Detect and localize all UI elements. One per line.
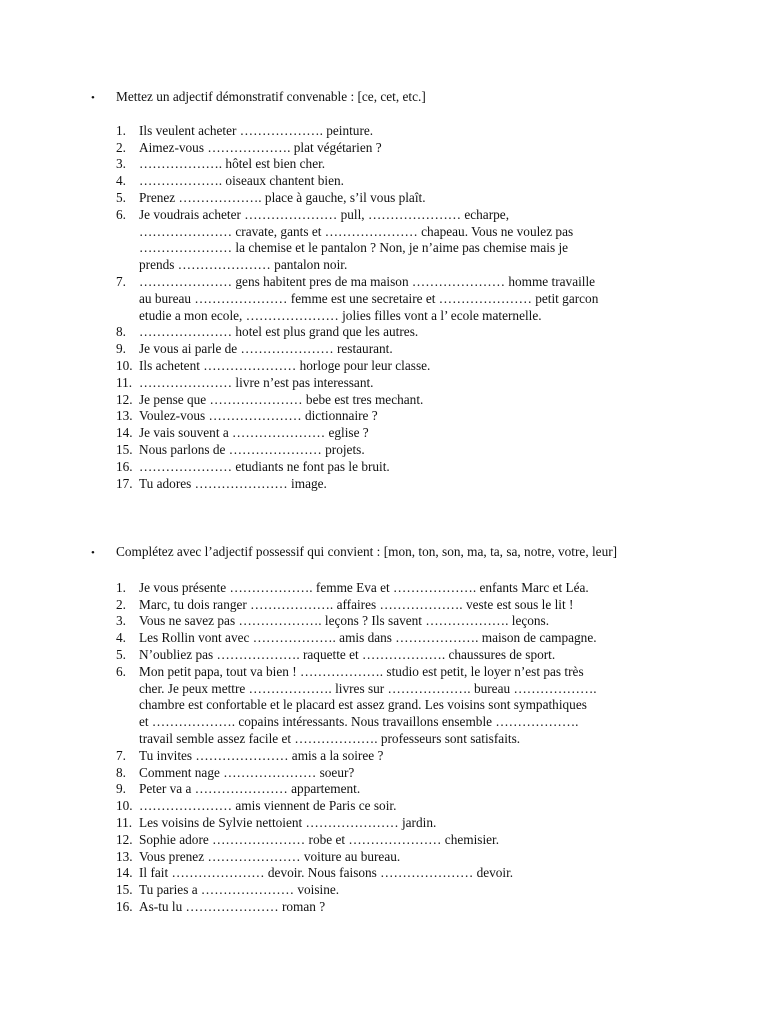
item-text: Ils achetent ………………… horloge pour leur classe. bbox=[139, 357, 431, 373]
list-item bbox=[0, 341, 768, 358]
list-item bbox=[0, 442, 768, 459]
list-item bbox=[0, 882, 768, 899]
item-number: 12. bbox=[116, 391, 133, 407]
item-text: Je voudrais acheter ………………… pull, ………………… echarpe, ………………… cravate, gants et ………………… chapeau. Vous ne voulez pas ………………… la chemise et le pantalon ? Non, je n’aime pas chemise mais je prends ………………… pantalon noir. bbox=[139, 206, 574, 273]
item-text: Vous ne savez pas ………………. leçons ? Ils savent ………………. leçons. bbox=[139, 613, 550, 629]
item-number: 16. bbox=[116, 458, 133, 474]
list-item bbox=[0, 597, 768, 614]
list-item bbox=[0, 580, 768, 597]
exercise-demonstrative bbox=[0, 89, 768, 492]
exercise-instruction: Complétez avec l’adjectif possessif qui convient : [mon, ton, son, ma, ta, sa, notre, votre, leur] bbox=[116, 544, 618, 559]
item-text: As-tu lu ………………… roman ? bbox=[139, 898, 326, 914]
list-item bbox=[0, 798, 768, 815]
item-text: Je vous présente ………………. femme Eva et ………………. enfants Marc et Léa. bbox=[139, 579, 589, 595]
item-text: Les Rollin vont avec ………………. amis dans ………………. maison de campagne. bbox=[139, 630, 597, 646]
item-text: Nous parlons de ………………… projets. bbox=[139, 441, 365, 457]
list-item bbox=[0, 781, 768, 798]
item-number: 11. bbox=[116, 374, 133, 390]
item-number: 14. bbox=[116, 865, 133, 881]
item-number: 9. bbox=[116, 341, 126, 357]
exercise-possessive bbox=[0, 544, 768, 916]
list-item bbox=[0, 173, 768, 190]
item-number: 8. bbox=[116, 764, 126, 780]
item-number: 12. bbox=[116, 831, 133, 847]
item-number: 5. bbox=[116, 189, 126, 205]
item-number: 3. bbox=[116, 156, 126, 172]
list-item bbox=[0, 375, 768, 392]
item-number: 5. bbox=[116, 646, 126, 662]
item-text: Je pense que ………………… bebe est tres mechant. bbox=[139, 391, 424, 407]
item-number: 3. bbox=[116, 613, 126, 629]
list-item bbox=[0, 865, 768, 882]
exercise-heading bbox=[0, 544, 768, 561]
list-item bbox=[0, 425, 768, 442]
exercise-instruction: Mettez un adjectif démonstratif convenable : [ce, cet, etc.] bbox=[116, 89, 426, 104]
list-item bbox=[0, 748, 768, 765]
item-number: 11. bbox=[116, 814, 133, 830]
bullet-icon: • bbox=[91, 547, 95, 559]
item-text: Je vais souvent a ………………… eglise ? bbox=[139, 425, 369, 441]
item-number: 8. bbox=[116, 324, 126, 340]
item-number: 9. bbox=[116, 781, 126, 797]
bullet-icon: • bbox=[91, 92, 95, 104]
item-number: 10. bbox=[116, 357, 133, 373]
list-item bbox=[0, 408, 768, 425]
item-number: 6. bbox=[116, 663, 126, 679]
item-text: ………………. hôtel est bien cher. bbox=[139, 156, 326, 172]
item-text: Tu paries a ………………… voisine. bbox=[139, 882, 340, 898]
item-text: Voulez-vous ………………… dictionnaire ? bbox=[139, 408, 378, 424]
exercise-heading bbox=[0, 89, 768, 106]
item-number: 10. bbox=[116, 798, 133, 814]
list-item bbox=[0, 765, 768, 782]
item-number: 14. bbox=[116, 425, 133, 441]
item-number: 15. bbox=[116, 882, 133, 898]
item-number: 1. bbox=[116, 579, 126, 595]
item-text: Sophie adore ………………… robe et ………………… chemisier. bbox=[139, 831, 500, 847]
item-text: Il fait ………………… devoir. Nous faisons ………………… devoir. bbox=[139, 865, 514, 881]
item-number: 15. bbox=[116, 441, 133, 457]
item-number: 6. bbox=[116, 206, 126, 222]
exercise-list bbox=[0, 123, 768, 493]
item-number: 17. bbox=[116, 475, 133, 491]
list-item bbox=[0, 476, 768, 493]
list-item bbox=[0, 899, 768, 916]
list-item bbox=[0, 392, 768, 409]
list-item bbox=[0, 815, 768, 832]
list-item bbox=[0, 849, 768, 866]
item-text: Marc, tu dois ranger ………………. affaires ………………. veste est sous le lit ! bbox=[139, 596, 574, 612]
item-text: ………………… gens habitent pres de ma maison ………………… homme travaille au bureau ………………… femme est une secretaire et ………………… petit garcon etudie a mon ecole, ………………… jolies filles vont a l’ ecole maternelle. bbox=[139, 273, 599, 323]
item-number: 16. bbox=[116, 898, 133, 914]
list-item bbox=[0, 832, 768, 849]
item-number: 13. bbox=[116, 408, 133, 424]
item-text: Peter va a ………………… appartement. bbox=[139, 781, 361, 797]
item-text: Mon petit papa, tout va bien ! ………………. studio est petit, le loyer n’est pas très cher. Je peux mettre ………………. livres sur ………………. bureau ………………. chambre est confortable et le placard est assez grand. Les voisins sont sympathiques et ………………. copains intéressants. Nous travaillons ensemble ………………. travail semble assez facile et ………………. professeurs sont satisfaits. bbox=[139, 663, 597, 746]
list-item bbox=[0, 324, 768, 341]
item-number: 7. bbox=[116, 747, 126, 763]
list-item bbox=[0, 156, 768, 173]
item-number: 2. bbox=[116, 139, 126, 155]
list-item bbox=[0, 190, 768, 207]
list-item bbox=[0, 459, 768, 476]
list-item bbox=[0, 274, 768, 324]
item-text: ………………… livre n’est pas interessant. bbox=[139, 374, 374, 390]
list-item bbox=[0, 358, 768, 375]
item-text: Les voisins de Sylvie nettoient ………………… jardin. bbox=[139, 814, 437, 830]
list-item bbox=[0, 630, 768, 647]
list-item bbox=[0, 647, 768, 664]
item-number: 7. bbox=[116, 273, 126, 289]
list-item bbox=[0, 207, 768, 274]
item-text: Je vous ai parle de ………………… restaurant. bbox=[139, 341, 393, 357]
item-text: ………………… amis viennent de Paris ce soir. bbox=[139, 798, 397, 814]
item-text: Vous prenez ………………… voiture au bureau. bbox=[139, 848, 401, 864]
item-text: Tu invites ………………… amis a la soiree ? bbox=[139, 747, 384, 763]
item-number: 2. bbox=[116, 596, 126, 612]
list-item bbox=[0, 123, 768, 140]
item-text: Aimez-vous ………………. plat végétarien ? bbox=[139, 139, 382, 155]
item-number: 4. bbox=[116, 173, 126, 189]
item-number: 1. bbox=[116, 122, 126, 138]
item-text: ………………… etudiants ne font pas le bruit. bbox=[139, 458, 390, 474]
item-text: ………………. oiseaux chantent bien. bbox=[139, 173, 344, 189]
item-text: ………………… hotel est plus grand que les autres. bbox=[139, 324, 419, 340]
item-text: N’oubliez pas ………………. raquette et ………………. chaussures de sport. bbox=[139, 646, 556, 662]
item-number: 13. bbox=[116, 848, 133, 864]
exercise-list bbox=[0, 580, 768, 916]
item-text: Tu adores ………………… image. bbox=[139, 475, 327, 491]
list-item bbox=[0, 140, 768, 157]
list-item bbox=[0, 664, 768, 748]
item-text: Ils veulent acheter ………………. peinture. bbox=[139, 122, 374, 138]
item-number: 4. bbox=[116, 630, 126, 646]
item-text: Prenez ………………. place à gauche, s’il vous plaît. bbox=[139, 189, 426, 205]
list-item bbox=[0, 613, 768, 630]
item-text: Comment nage ………………… soeur? bbox=[139, 764, 355, 780]
